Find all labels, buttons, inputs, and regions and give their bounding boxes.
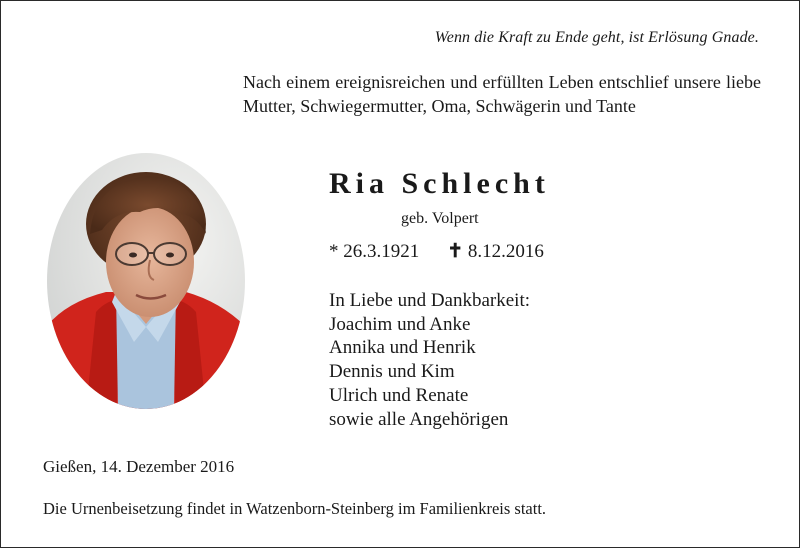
cross-icon: ✝ bbox=[447, 241, 464, 262]
funeral-note: Die Urnenbeisetzung findet in Watzenborn-Steinberg im Familienkreis statt. bbox=[43, 499, 547, 518]
mourner-entry: Ulrich und Renate bbox=[329, 384, 469, 406]
mourners-list bbox=[329, 289, 530, 431]
maiden-name: geb. Volpert bbox=[401, 210, 479, 227]
life-dates bbox=[329, 240, 544, 263]
intro-text: Nach einem ereignisreichen und erfüllten Leben entschlief unsere liebe Mutter, Schwiegermutter, Oma, Schwägerin und Tante bbox=[243, 72, 761, 116]
mourner-entry: Dennis und Kim bbox=[329, 361, 455, 383]
mourner-entry: sowie alle Angehörigen bbox=[329, 408, 509, 430]
deceased-name: Ria Schlecht bbox=[329, 167, 550, 200]
mourners-heading: In Liebe und Dankbarkeit: bbox=[329, 290, 531, 311]
mourner-entry: Joachim und Anke bbox=[329, 313, 471, 335]
portrait-photo bbox=[46, 152, 246, 410]
death-date: 8.12.2016 bbox=[467, 241, 544, 262]
place-date: Gießen, 14. Dezember 2016 bbox=[43, 457, 235, 476]
birth-date: * 26.3.1921 bbox=[329, 241, 420, 262]
epigraph-quote: Wenn die Kraft zu Ende geht, ist Erlösung Gnade. bbox=[434, 29, 759, 46]
mourner-entry: Annika und Henrik bbox=[329, 337, 476, 359]
